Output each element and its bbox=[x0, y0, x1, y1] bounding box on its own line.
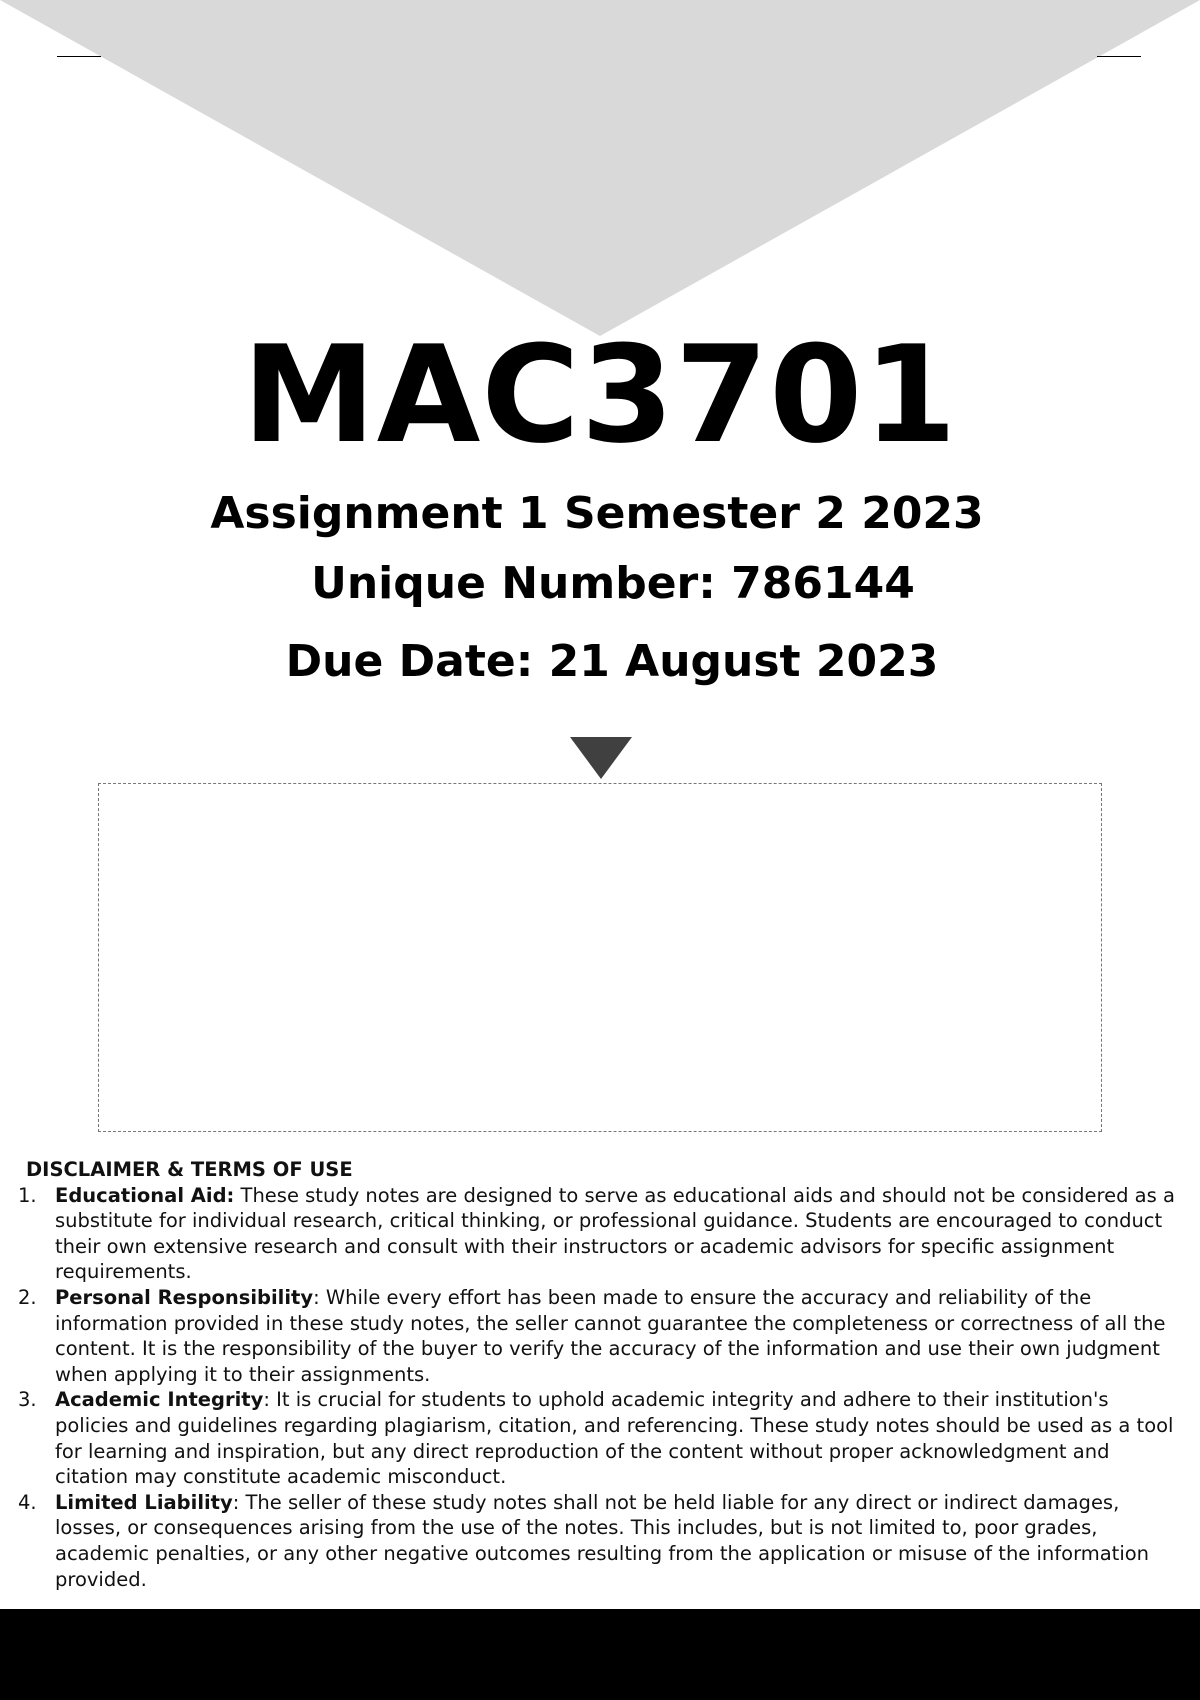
item-text: : The seller of these study notes shall not be held liable for any direct or indirect damages, losses, or consequences arising from the use of the notes. This includes, but is not limited to, poor grades, academic penalties, or any other negative outcomes resulting from the application or misuse of the information provided. bbox=[55, 1490, 1150, 1591]
list-number: 1. bbox=[18, 1183, 37, 1207]
disclaimer-list bbox=[14, 1183, 1186, 1593]
top-right-rule bbox=[1097, 56, 1141, 57]
footer-black-bar bbox=[0, 1609, 1200, 1700]
disclaimer-item bbox=[14, 1490, 1186, 1592]
disclaimer-item bbox=[14, 1183, 1186, 1285]
top-banner-shape bbox=[0, 0, 1200, 340]
list-number: 4. bbox=[18, 1490, 37, 1514]
list-number: 2. bbox=[18, 1285, 37, 1309]
item-text: These study notes are designed to serve as educational aids and should not be considered as a substitute for individual research, critical thinking, or professional guidance. Students are encouraged to conduct their own extensive research and consult with their instructors or academic advisors for specific assignment requirements. bbox=[55, 1183, 1175, 1284]
disclaimer-title: DISCLAIMER & TERMS OF USE bbox=[26, 1158, 353, 1181]
item-heading: Educational Aid: bbox=[55, 1183, 235, 1207]
item-heading: Limited Liability bbox=[55, 1490, 233, 1514]
item-heading: Personal Responsibility bbox=[55, 1285, 314, 1309]
item-heading: Academic Integrity bbox=[55, 1388, 264, 1412]
disclaimer-item bbox=[14, 1285, 1186, 1387]
image-placeholder-frame bbox=[98, 783, 1102, 1132]
disclaimer-item bbox=[14, 1387, 1186, 1489]
course-code-title: MAC3701 bbox=[242, 317, 958, 473]
triangle-down-icon bbox=[570, 737, 632, 779]
top-left-rule bbox=[57, 56, 101, 57]
list-number: 3. bbox=[18, 1388, 37, 1412]
item-text: : While every effort has been made to ensure the accuracy and reliability of the information provided in these study notes, the seller cannot guarantee the completeness or correctness of all the content. It is the responsibility of the buyer to verify the accuracy of the information and use their own judgment when applying it to their assignments. bbox=[55, 1285, 1166, 1386]
item-text: : It is crucial for students to uphold academic integrity and adhere to their institution's policies and guidelines regarding plagiarism, citation, and referencing. These study notes should be used as a tool for learning and inspiration, but any direct reproduction of the content without proper acknowledgment and citation may constitute academic misconduct. bbox=[55, 1388, 1174, 1489]
assignment-line: Assignment 1 Semester 2 2023 bbox=[210, 488, 984, 539]
banner-triangle bbox=[0, 0, 1200, 336]
unique-number-line: Unique Number: 786144 bbox=[311, 558, 915, 609]
disclaimer-section bbox=[14, 1157, 1186, 1592]
due-date-line: Due Date: 21 August 2023 bbox=[285, 636, 939, 687]
